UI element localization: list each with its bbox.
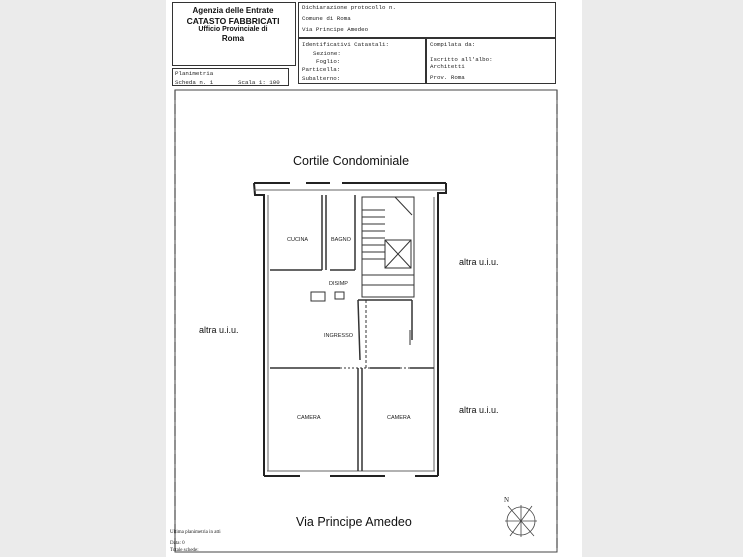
courtyard-label: Cortile Condominiale [293,154,410,168]
room-ingresso: INGRESSO [324,333,354,339]
windows [290,183,415,476]
north-arrow-icon [505,505,537,537]
agency-name: Agenzia delle Entrate [192,6,274,15]
office-label: Ufficio Provinciale di [198,25,268,33]
room-camera-2: CAMERA [387,415,411,421]
register-value: Architetti [430,63,465,70]
room-disimpegno: DISIMP [329,281,348,287]
address-field: Via Principe Amedeo [302,26,369,33]
adjacent-unit-right-bottom: altra u.i.u. [459,405,499,415]
province-field: Prov. Roma [430,74,465,81]
last-plan-note: Ultima planimetria in atti [170,530,221,535]
adjacent-unit-left: altra u.i.u. [199,325,239,335]
room-cucina: CUCINA [287,237,309,243]
subalterno-field: Subalterno: [302,75,341,82]
office-city: Roma [221,34,245,44]
north-label: N [504,496,510,504]
adjacent-unit-right-top: altra u.i.u. [459,257,499,267]
compiler-field: Compilata da: [430,41,476,48]
room-bagno: BAGNO [331,237,351,243]
room-camera-1: CAMERA [297,415,321,421]
exterior-walls [254,183,446,476]
date-field: Data: 0 [170,541,185,546]
particella-field: Particella: [302,66,341,73]
identifiers-title: Identificativi Catastali: [302,41,389,48]
comune-field: Comune di Roma [302,15,351,22]
sezione-field: Sezione: [313,50,341,57]
scale-label: Scala 1: 100 [238,79,280,86]
total-sheets-field: Totale schede: [170,548,199,553]
catasto-title: CATASTO FABBRICATI [186,15,280,26]
street-label: Via Principe Amedeo [296,515,412,529]
foglio-field: Foglio: [316,58,341,65]
register-field: Iscritto all'albo: [430,56,493,63]
scheda-label: Scheda n. 1 [175,79,214,86]
declaration-number: Dichiarazione protocollo n. [302,4,396,11]
staircase [362,197,414,297]
wall-hatching [254,190,446,471]
planimetria-label: Planimetria [175,70,214,77]
